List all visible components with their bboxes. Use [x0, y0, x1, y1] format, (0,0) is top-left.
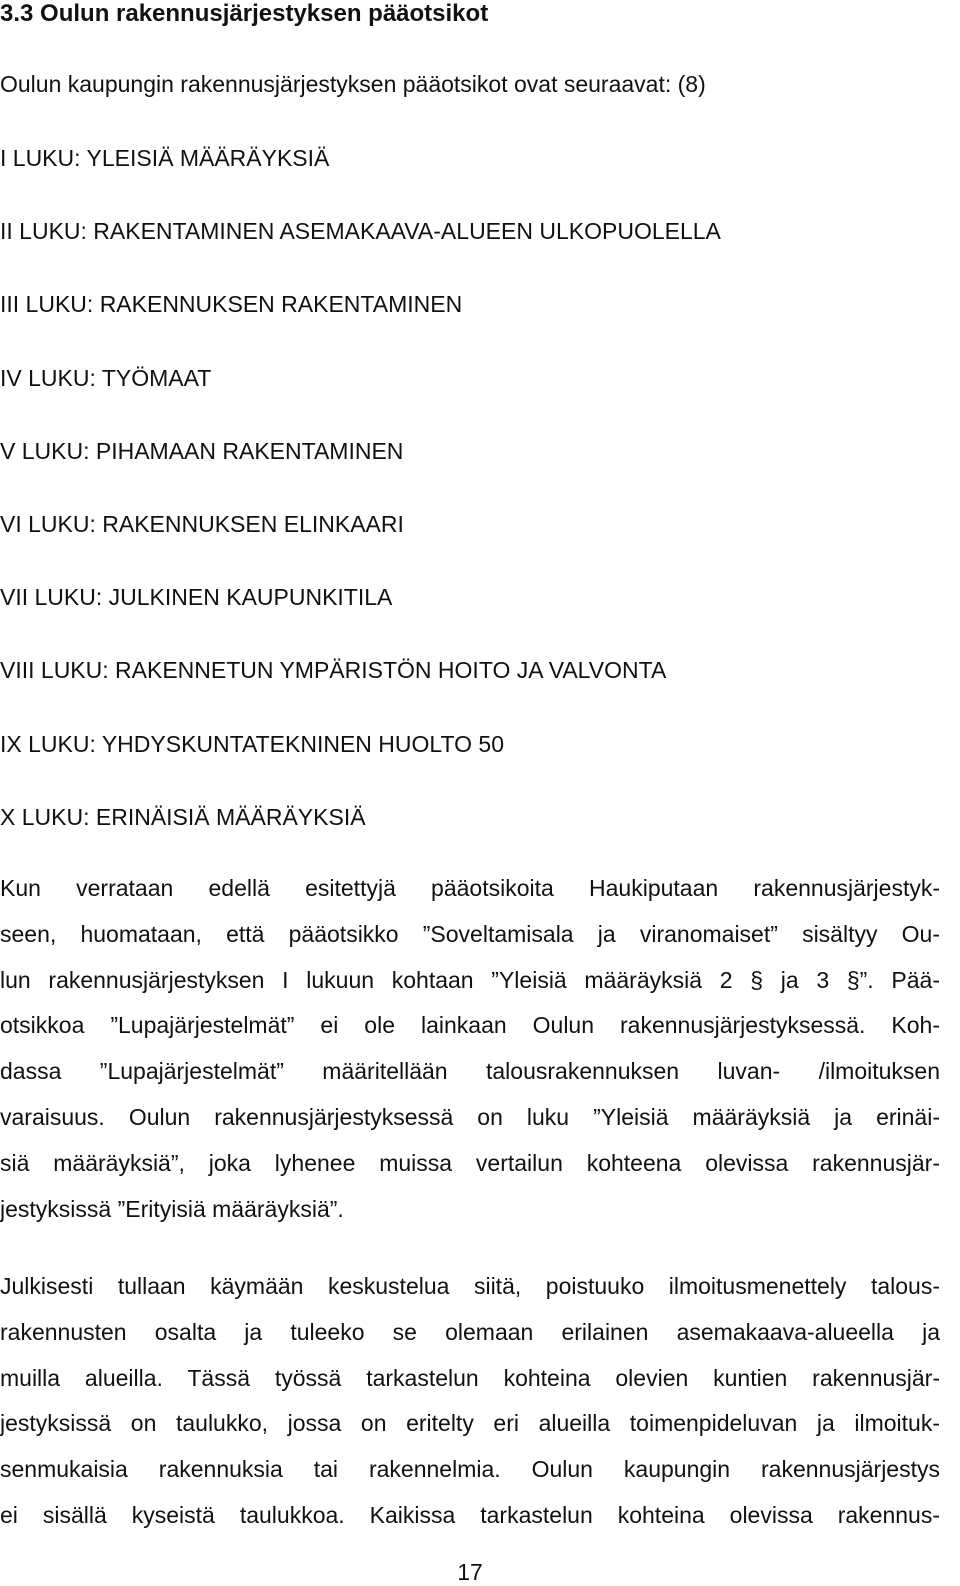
- chapter-item: IX LUKU: YHDYSKUNTATEKNINEN HUOLTO 50: [0, 730, 504, 757]
- paragraph-line: dassa ”Lupajärjestelmät” määritellään talousrakennuksen luvan- /ilmoituksen: [0, 1058, 940, 1085]
- chapter-item: III LUKU: RAKENNUKSEN RAKENTAMINEN: [0, 291, 463, 318]
- paragraph-line: Kun verrataan edellä esitettyjä pääotsikoita Haukiputaan rakennusjärjestyk-: [0, 875, 940, 901]
- paragraph-line: lun rakennusjärjestyksen I lukuun kohtaan ”Yleisiä määräyksiä 2 § ja 3 §”. Pää-: [0, 966, 940, 993]
- paragraph-line: muilla alueilla. Tässä työssä tarkastelun kohteina olevien kuntien rakennusjär-: [0, 1364, 940, 1391]
- section-heading: 3.3 Oulun rakennusjärjestyksen pääotsikot: [0, 0, 489, 27]
- comparison-paragraph: [0, 866, 940, 1232]
- paragraph-line: jestyksissä on taulukko, jossa on eritelty eri alueilla toimenpideluvan ja ilmoituk-: [0, 1410, 940, 1437]
- chapter-item: II LUKU: RAKENTAMINEN ASEMAKAAVA-ALUEEN ULKOPUOLELLA: [0, 218, 721, 245]
- paragraph-line: varaisuus. Oulun rakennusjärjestyksessä on luku ”Yleisiä määräyksiä ja erinäi-: [0, 1103, 940, 1130]
- chapter-item: IV LUKU: TYÖMAAT: [0, 364, 212, 391]
- chapter-item: VIII LUKU: RAKENNETUN YMPÄRISTÖN HOITO JA VALVONTA: [0, 657, 667, 684]
- intro-text: Oulun kaupungin rakennusjärjestyksen pääotsikot ovat seuraavat: (8): [0, 71, 706, 97]
- chapter-item: VII LUKU: JULKINEN KAUPUNKITILA: [0, 584, 393, 611]
- chapter-list: [0, 144, 721, 876]
- chapter-item: VI LUKU: RAKENNUKSEN ELINKAARI: [0, 510, 404, 537]
- paragraph-line: siä määräyksiä”, joka lyhenee muissa vertailun kohteena olevissa rakennusjär-: [0, 1149, 940, 1176]
- paragraph-line: ei sisällä kyseistä taulukkoa. Kaikissa tarkastelun kohteina olevissa rakennus-: [0, 1501, 940, 1528]
- paragraph-line: otsikkoa ”Lupajärjestelmät” ei ole lainkaan Oulun rakennusjärjestyksessä. Koh-: [0, 1012, 940, 1039]
- paragraph-line: senmukaisia rakennuksia tai rakennelmia. Oulun kaupungin rakennusjärjestys: [0, 1456, 940, 1483]
- paragraph-line: jestyksissä ”Erityisiä määräyksiä”.: [0, 1195, 344, 1222]
- chapter-item: I LUKU: YLEISIÄ MÄÄRÄYKSIÄ: [0, 145, 330, 171]
- paragraph-line: Julkisesti tullaan käymään keskustelua siitä, poistuuko ilmoitusmenettely talous-: [0, 1273, 940, 1299]
- paragraph-line: rakennusten osalta ja tuleeko se olemaan erilainen asemakaava-alueella ja: [0, 1318, 940, 1345]
- chapter-item: X LUKU: ERINÄISIÄ MÄÄRÄYKSIÄ: [0, 803, 366, 830]
- chapter-item: V LUKU: PIHAMAAN RAKENTAMINEN: [0, 437, 404, 464]
- page-number: 17: [457, 1559, 483, 1585]
- paragraph-line: seen, huomataan, että pääotsikko ”Soveltamisala ja viranomaiset” sisältyy Ou-: [0, 920, 940, 947]
- discussion-paragraph: [0, 1264, 940, 1539]
